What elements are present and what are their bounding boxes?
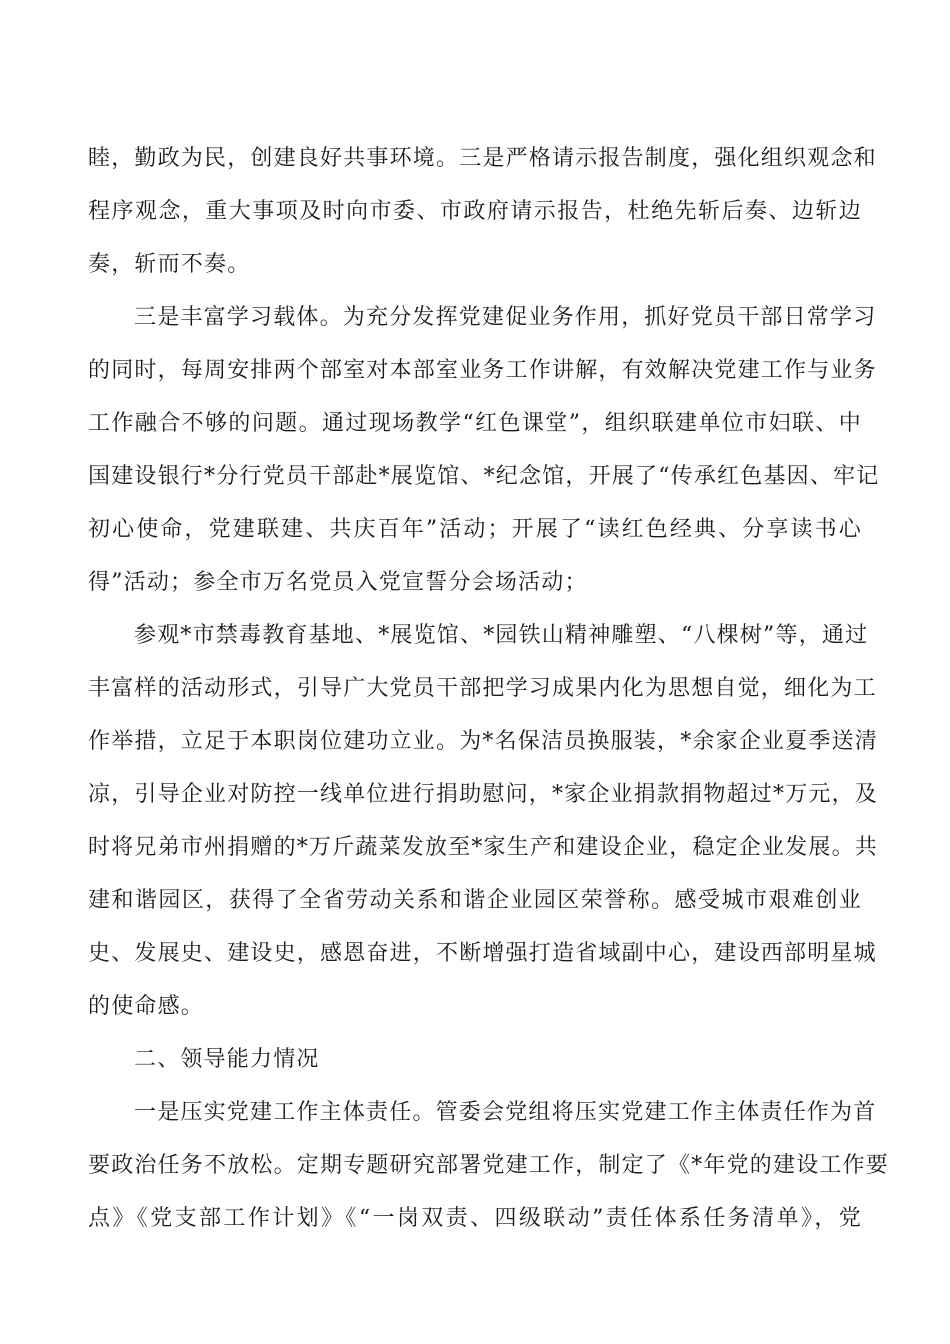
paragraph-line: 作举措，立足于本职岗位建功立业。为*名保洁员换服装，*余家企业夏季送清 [88, 729, 879, 754]
paragraph-line: 时将兄弟市州捐赠的*万斤蔬菜发放至*家生产和建设企业，稳定企业发展。共 [88, 835, 879, 860]
paragraph-line: 工作融合不够的问题。通过现场教学“红色课堂”，组织联建单位市妇联、中 [88, 411, 862, 436]
section-heading: 二、领导能力情况 [134, 1047, 320, 1072]
paragraph-line: 得”活动；参全市万名党员入党宣誓分会场活动； [88, 570, 588, 595]
paragraph-line: 程序观念，重大事项及时向市委、市政府请示报告，杜绝先斩后奏、边斩边 [88, 199, 862, 224]
paragraph-line: 的使命感。 [88, 994, 205, 1019]
paragraph-line: 点》《党支部工作计划》《“一岗双责、四级联动”责任体系任务清单》，党 [88, 1206, 862, 1231]
paragraph-line: 奏，斩而不奏。 [88, 252, 251, 277]
paragraph-line: 的同时，每周安排两个部室对本部室业务工作讲解，有效解决党建工作与业务 [88, 358, 877, 383]
paragraph-line: 睦，勤政为民，创建良好共事环境。三是严格请示报告制度，强化组织观念和 [88, 146, 877, 171]
document-body [88, 132, 890, 1245]
paragraph-line: 建和谐园区，获得了全省劳动关系和谐企业园区荣誉称。感受城市艰难创业 [88, 888, 862, 913]
paragraph-line: 一是压实党建工作主体责任。管委会党组将压实党建工作主体责任作为首 [134, 1100, 877, 1125]
paragraph-line: 丰富样的活动形式，引导广大党员干部把学习成果内化为思想自觉，细化为工 [88, 676, 877, 701]
paragraph-line: 三是丰富学习载体。为充分发挥党建促业务作用，抓好党员干部日常学习 [134, 305, 877, 330]
paragraph-line: 凉，引导企业对防控一线单位进行捐助慰问，*家企业捐款捐物超过*万元，及 [88, 782, 879, 807]
paragraph-line: 史、发展史、建设史，感恩奋进，不断增强打造省域副中心，建设西部明星城 [88, 941, 877, 966]
paragraph-line: 要政治任务不放松。定期专题研究部署党建工作，制定了《*年党的建设工作要 [88, 1153, 890, 1178]
paragraph-line: 初心使命，党建联建、共庆百年”活动；开展了“读红色经典、分享读书心 [88, 517, 862, 542]
paragraph-line: 参观*市禁毒教育基地、*展览馆、*园铁山精神雕塑、“八棵树”等，通过 [134, 623, 869, 648]
paragraph-line: 国建设银行*分行党员干部赴*展览馆、*纪念馆，开展了“传承红色基因、牢记 [88, 464, 880, 489]
